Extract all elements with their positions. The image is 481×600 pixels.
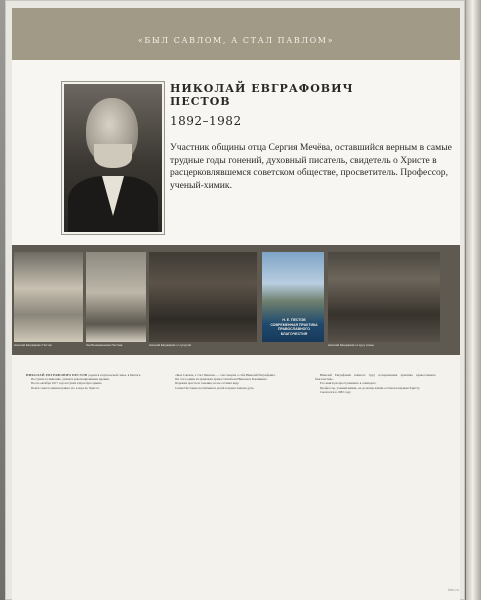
person-name [170, 82, 450, 108]
article-paragraph: Поиск смысла жизни привел его к вере во Христа. [31, 385, 100, 390]
person-years: 1892–1982 [170, 114, 242, 128]
article-paragraph: Он стал одним из прихожан храма Святителя Николая в Кленниках. [175, 377, 268, 382]
person-name-line1: НИКОЛАЙ ЕВГРАФОВИЧ [170, 82, 354, 95]
photo-couple [149, 252, 257, 342]
article-paragraph: Пережил аресты и гонения, но не оставил веру. [175, 381, 240, 386]
stand-pole [466, 0, 481, 600]
article-lead-name: НИКОЛАЙ ЕВГРАФОВИЧ ПЕСТОВ [26, 373, 88, 377]
article-paragraph: «Был Савлом, а стал Павлом» — так говорил о себе Николай Евграфович. [175, 373, 276, 377]
article-paragraph: Семья Пестовых воспитывала детей в православном духе. [175, 385, 255, 390]
article-paragraph: Профессор, ученый-химик, он до конца жизни оставался верным Христу. [320, 385, 420, 390]
article-paragraph-text: родился в купеческой семье, в Мологе. [88, 373, 142, 377]
photo-caption: Николай Евграфович с супругой [149, 343, 191, 347]
book-title: СОВРЕМЕННАЯ ПРАКТИКА ПРАВОСЛАВНОГО БЛАГОЧЕСТИЯ [270, 322, 318, 336]
article-paragraph: Его книги распространялись в самиздате. [320, 381, 377, 386]
photo-woman [86, 252, 146, 342]
book-author: Н. Е. ПЕСТОВ [282, 318, 306, 322]
article-column-1 [26, 373, 147, 588]
person-description: Участник общины отца Сергия Мечёва, оставшийся верным в самые трудные годы гонений, духовный писатель, свидетель о Христе в расцерковлявшемся советском обществе, просветитель. Профессор, ученый-химик. [170, 142, 452, 191]
article-paragraph: После октября 1917 года вступил в Красную армию. [31, 381, 103, 386]
article-paragraph: Николай Евграфович написал труд «Современная практика православного благочестия». [315, 373, 436, 382]
photo-caption: Николай Евграфович Пестов [14, 343, 52, 347]
photo-soldier [14, 252, 83, 342]
article-paragraph: Поступил в гимназию, увлекся революционными идеями. [31, 377, 110, 382]
person-name-line2: ПЕСТОВ [170, 95, 231, 108]
article-column-2 [170, 373, 291, 588]
photo-caption: Зоя Вениаминовна Пестова [86, 343, 123, 347]
header-title: «БЫЛ САВЛОМ, А СТАЛ ПАВЛОМ» [137, 36, 335, 45]
portrait-photo [62, 82, 164, 234]
portrait-beard [94, 144, 132, 168]
photo-family [328, 252, 440, 342]
header-band [12, 8, 460, 60]
photo-caption: Николай Евграфович в кругу семьи [328, 343, 374, 347]
article-column-3 [315, 373, 436, 588]
book-cover-text [266, 318, 322, 336]
watermark: foto.ru [447, 587, 459, 592]
article-paragraph: Скончался в 1982 году. [320, 389, 352, 394]
